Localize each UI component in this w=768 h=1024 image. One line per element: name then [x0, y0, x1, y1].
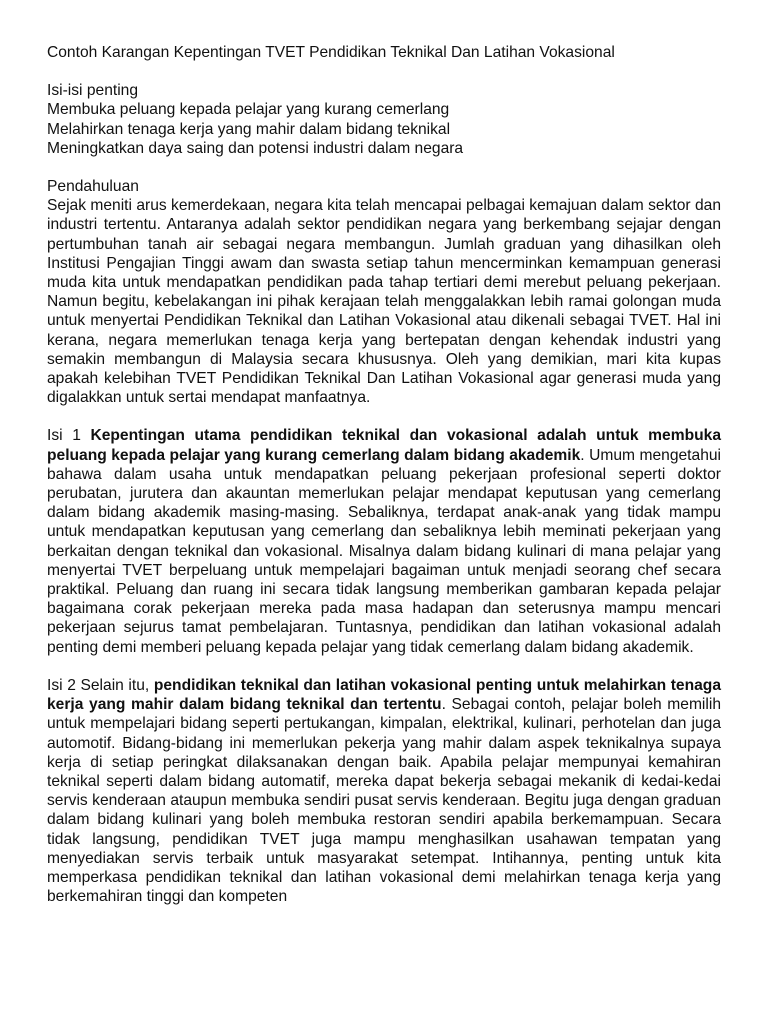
- isi-penting-heading: Isi-isi penting: [47, 82, 139, 100]
- isi-penting-point-3: Meningkatkan daya saing dan potensi industri dalam negara: [47, 139, 464, 157]
- pendahuluan-section: [47, 177, 721, 407]
- isi-penting-point-1: Membuka peluang kepada pelajar yang kurang cemerlang: [47, 101, 450, 119]
- isi-penting-point-2: Melahirkan tenaga kerja yang mahir dalam bidang teknikal: [47, 120, 451, 138]
- isi-penting-section: [47, 81, 721, 158]
- isi-1-body: . Umum mengetahui bahawa dalam usaha untuk mendapatkan peluang pekerjaan profesional seperti doktor perubatan, jurutera dan akauntan memerlukan pelajar mendapat keputusan yang cemerlang dalam bidang akademik masing-masing. Sebaliknya, terdapat anak-anak yang tidak mampu untuk mendapatkan keputusan yang cemerlang dan sebaliknya lebih meminati pekerjaan yang berkaitan dengan teknikal dan vokasional. Misalnya dalam bidang kulinari di mana pelajar yang menyertai TVET berpeluang untuk mempelajari bagaiman untuk menjadi seorang chef secara praktikal. Peluang dan ruang ini secara tidak langsung memberikan gambaran kepada pelajar bagaimana corak pekerjaan mereka pada masa hadapan dan seterusnya mampu mencari pekerjaan sejurus tamat pembelajaran. Tuntasnya, pendidikan dan latihan vokasional adalah penting demi memberi peluang kepada pelajar yang tidak cemerlang dalam bidang akademik.: [47, 446, 721, 656]
- isi-2-paragraph: [47, 676, 721, 906]
- isi-1-paragraph: [47, 426, 721, 656]
- document-page: [47, 43, 721, 925]
- document-title: Contoh Karangan Kepentingan TVET Pendidikan Teknikal Dan Latihan Vokasional: [47, 44, 615, 61]
- isi-1-lead: Isi 1: [47, 427, 91, 445]
- pendahuluan-heading: Pendahuluan: [47, 178, 139, 196]
- isi-2-body: . Sebagai contoh, pelajar boleh memilih untuk mempelajari bidang seperti pertukangan, kimpalan, elektrikal, kulinari, perhotelan dan juga automotif. Bidang-bidang ini memerlukan pekerja yang mahir dalam aspek teknikalnya supaya kerja di setiap peringkat dilaksanakan dengan baik. Apabila pelajar mempunyai kemahiran teknikal seperti dalam bidang automatif, mereka dapat bekerja sebagai mekanik di kedai-kedai servis kenderaan ataupun membuka sendiri pusat servis kenderaan. Begitu juga dengan graduan dalam bidang kulinari yang boleh membuka restoran sendiri apabila berkemampuan. Secara tidak langsung, pendidikan TVET juga mampu menghasilkan usahawan tempatan yang menyediakan servis terbaik untuk masyarakat setempat. Intihannya, penting untuk kita memperkasa pendidikan teknikal dan latihan vokasional demi melahirkan tenaga kerja yang berkemahiran tinggi dan kompeten: [47, 696, 722, 906]
- isi-1-main-point: Kepentingan utama pendidikan teknikal dan vokasional adalah untuk membuka peluang kepada pelajar yang kurang cemerlang dalam bidang akademik: [47, 427, 721, 464]
- pendahuluan-paragraph: Sejak meniti arus kemerdekaan, negara kita telah mencapai pelbagai kemajuan dalam sektor dan industri tertentu. Antaranya adalah sektor pendidikan negara yang berkembang sejajar dengan pertumbuhan tanah air sebagai negara membangun. Jumlah graduan yang dihasilkan oleh Institusi Pengajian Tinggi awam dan swasta setiap tahun mencerminkan kemampuan generasi muda kita untuk mendapatkan pendidikan pada tahap tertiari demi merebut peluang pekerjaan. Namun begitu, kebelakangan ini pihak kerajaan telah menggalakkan lebih ramai golongan muda untuk menyertai Pendidikan Teknikal dan Latihan Vokasional atau dikenali sebagai TVET. Hal ini kerana, negara memerlukan tenaga kerja yang bertepatan dengan kehendak industri yang semakin membangun di Malaysia secara khususnya. Oleh yang demikian, mari kita kupas apakah kelebihan TVET Pendidikan Teknikal Dan Latihan Vokasional agar generasi muda yang digalakkan untuk sertai mendapat manfaatnya.: [47, 197, 721, 407]
- isi-2-main-point: pendidikan teknikal dan latihan vokasional penting untuk melahirkan tenaga kerja yang mahir dalam bidang teknikal dan tertentu: [47, 676, 721, 714]
- isi-2-lead: Isi 2 Selain itu,: [47, 676, 154, 694]
